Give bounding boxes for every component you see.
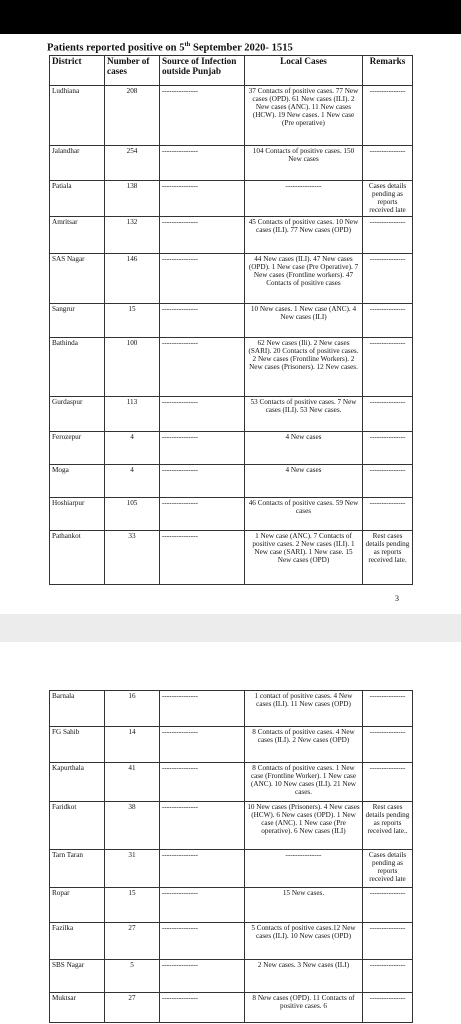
- local-cases-cell: 8 New cases (OPD). 11 Contacts of positive cases. 6: [245, 993, 363, 1023]
- source-cell: ---------------: [160, 217, 245, 254]
- district-cell: Fazilka: [50, 923, 105, 960]
- local-cases-cell: ---------------: [245, 850, 363, 888]
- local-cases-cell: 10 New cases (Prisoners). 4 New cases (HCW). 6 New cases (OPD). 1 New case (ANC). 1 New case (Pre operative). 6 New cases (ILI): [245, 802, 363, 850]
- table-row: [50, 691, 413, 727]
- local-cases-cell: 1 contact of positive cases. 4 New cases (ILI). 11 New cases (OPD): [245, 691, 363, 727]
- remarks-cell: ---------------: [363, 432, 413, 465]
- local-cases-cell: ---------------: [245, 181, 363, 217]
- cases-table-page-1: [49, 55, 413, 585]
- local-cases-cell: 45 Contacts of positive cases. 10 New cases (ILI). 77 New cases (OPD): [245, 217, 363, 254]
- remarks-cell: ---------------: [363, 217, 413, 254]
- local-cases-cell: 8 Contacts of positive cases. 4 New cases (ILI). 2 New cases (OPD): [245, 727, 363, 763]
- table-row: [50, 923, 413, 960]
- district-cell: SAS Nagar: [50, 254, 105, 304]
- table-row: [50, 181, 413, 217]
- cases-cell: 15: [105, 304, 160, 338]
- table-row: [50, 531, 413, 585]
- source-cell: ---------------: [160, 432, 245, 465]
- local-cases-cell: 37 Contacts of positive cases. 77 New cases (OPD). 61 New cases (ILI). 2 New cases (ANC). 11 New cases (HCW). 19 New cases. 1 New case (Pre operative): [245, 86, 363, 146]
- district-cell: Faridkot: [50, 802, 105, 850]
- page-separator: [0, 614, 461, 642]
- source-cell: ---------------: [160, 254, 245, 304]
- cases-cell: 27: [105, 923, 160, 960]
- district-cell: Sangrur: [50, 304, 105, 338]
- cases-cell: 113: [105, 397, 160, 432]
- district-cell: Pathankot: [50, 531, 105, 585]
- table-row: [50, 993, 413, 1023]
- district-cell: Hoshiarpur: [50, 498, 105, 531]
- source-cell: ---------------: [160, 397, 245, 432]
- table-row: [50, 304, 413, 338]
- source-cell: ---------------: [160, 960, 245, 993]
- table-row: [50, 254, 413, 304]
- district-cell: Muktsar: [50, 993, 105, 1023]
- cases-cell: 38: [105, 802, 160, 850]
- remarks-cell: ---------------: [363, 923, 413, 960]
- table-row: [50, 146, 413, 181]
- cases-cell: 208: [105, 86, 160, 146]
- source-cell: ---------------: [160, 338, 245, 397]
- table-row: [50, 802, 413, 850]
- top-status-bar: [0, 0, 461, 34]
- district-cell: Ludhiana: [50, 86, 105, 146]
- document-page-3: [0, 34, 461, 614]
- source-cell: ---------------: [160, 888, 245, 923]
- source-cell: ---------------: [160, 181, 245, 217]
- local-cases-cell: 53 Contacts of positive cases. 7 New cases (ILI). 53 New cases.: [245, 397, 363, 432]
- table-row: [50, 498, 413, 531]
- cases-cell: 33: [105, 531, 160, 585]
- cases-cell: 41: [105, 763, 160, 802]
- cases-cell: 105: [105, 498, 160, 531]
- header-number-of-cases: Number of cases: [105, 56, 160, 86]
- remarks-cell: ---------------: [363, 763, 413, 802]
- district-cell: Tarn Taran: [50, 850, 105, 888]
- remarks-cell: Rest cases details pending as reports received late.: [363, 531, 413, 585]
- district-cell: Gurdaspur: [50, 397, 105, 432]
- table-row: [50, 763, 413, 802]
- source-cell: ---------------: [160, 531, 245, 585]
- source-cell: ---------------: [160, 691, 245, 727]
- district-cell: SBS Nagar: [50, 960, 105, 993]
- district-cell: FG Sahib: [50, 727, 105, 763]
- local-cases-cell: 46 Contacts of positive cases. 59 New cases: [245, 498, 363, 531]
- source-cell: ---------------: [160, 923, 245, 960]
- district-cell: Patiala: [50, 181, 105, 217]
- report-title: Patients reported positive on 5th September 2020- 1515: [47, 41, 293, 54]
- remarks-cell: Cases details pending as reports received late: [363, 181, 413, 217]
- remarks-cell: ---------------: [363, 338, 413, 397]
- source-cell: ---------------: [160, 993, 245, 1023]
- table-row: [50, 850, 413, 888]
- district-cell: Ferozepur: [50, 432, 105, 465]
- remarks-cell: ---------------: [363, 146, 413, 181]
- cases-cell: 5: [105, 960, 160, 993]
- cases-cell: 15: [105, 888, 160, 923]
- remarks-cell: ---------------: [363, 86, 413, 146]
- table-row: [50, 888, 413, 923]
- table-row: [50, 86, 413, 146]
- header-district: District: [50, 56, 105, 86]
- table-row: [50, 338, 413, 397]
- local-cases-cell: 4 New cases: [245, 432, 363, 465]
- cases-cell: 138: [105, 181, 160, 217]
- local-cases-cell: 5 Contacts of positive cases.12 New cases (ILI). 10 New cases (OPD): [245, 923, 363, 960]
- remarks-cell: ---------------: [363, 727, 413, 763]
- table-row: [50, 397, 413, 432]
- source-cell: ---------------: [160, 465, 245, 498]
- cases-cell: 100: [105, 338, 160, 397]
- source-cell: ---------------: [160, 146, 245, 181]
- source-cell: ---------------: [160, 850, 245, 888]
- cases-cell: 254: [105, 146, 160, 181]
- document-page-4: [0, 642, 461, 1024]
- district-cell: Jalandhar: [50, 146, 105, 181]
- remarks-cell: ---------------: [363, 465, 413, 498]
- page-number: 3: [395, 594, 399, 603]
- source-cell: ---------------: [160, 802, 245, 850]
- district-cell: Barnala: [50, 691, 105, 727]
- local-cases-cell: 4 New cases: [245, 465, 363, 498]
- local-cases-cell: 104 Contacts of positive cases. 150 New cases: [245, 146, 363, 181]
- cases-table-page-2: [49, 690, 413, 1023]
- table-row: [50, 465, 413, 498]
- table-row: [50, 727, 413, 763]
- district-cell: Ropar: [50, 888, 105, 923]
- district-cell: Bathinda: [50, 338, 105, 397]
- cases-cell: 4: [105, 465, 160, 498]
- local-cases-cell: 62 New cases (Ili). 2 New cases (SARI). 20 Contacts of positive cases. 2 New cases (Frontline Workers). 2 New cases (Prisoners). 12 New cases.: [245, 338, 363, 397]
- source-cell: ---------------: [160, 86, 245, 146]
- cases-cell: 146: [105, 254, 160, 304]
- district-cell: Moga: [50, 465, 105, 498]
- remarks-cell: ---------------: [363, 993, 413, 1023]
- remarks-cell: ---------------: [363, 254, 413, 304]
- cases-cell: 14: [105, 727, 160, 763]
- local-cases-cell: 8 Contacts of positive cases. 1 New case (Frontline Worker). 1 New case (ANC). 10 New cases (ILI). 21 New cases.: [245, 763, 363, 802]
- header-local-cases: Local Cases: [245, 56, 363, 86]
- district-cell: Amritsar: [50, 217, 105, 254]
- table-row: [50, 432, 413, 465]
- cases-cell: 4: [105, 432, 160, 465]
- header-remarks: Remarks: [363, 56, 413, 86]
- remarks-cell: ---------------: [363, 888, 413, 923]
- source-cell: ---------------: [160, 763, 245, 802]
- local-cases-cell: 2 New cases. 3 New cases (ILI): [245, 960, 363, 993]
- remarks-cell: ---------------: [363, 498, 413, 531]
- header-source: Source of Infection outside Punjab: [160, 56, 245, 86]
- district-cell: Kapurthala: [50, 763, 105, 802]
- table-header-row: [50, 56, 413, 86]
- remarks-cell: ---------------: [363, 960, 413, 993]
- table-row: [50, 217, 413, 254]
- remarks-cell: ---------------: [363, 691, 413, 727]
- remarks-cell: ---------------: [363, 397, 413, 432]
- source-cell: ---------------: [160, 727, 245, 763]
- cases-cell: 27: [105, 993, 160, 1023]
- local-cases-cell: 1 New case (ANC). 7 Contacts of positive cases. 2 New cases (ILI). 1 New case (SARI). 1 New case. 15 New cases (OPD): [245, 531, 363, 585]
- remarks-cell: Rest cases details pending as reports received late..: [363, 802, 413, 850]
- remarks-cell: Cases details pending as reports received late: [363, 850, 413, 888]
- local-cases-cell: 10 New cases. 1 New case (ANC). 4 New cases (ILI): [245, 304, 363, 338]
- cases-cell: 31: [105, 850, 160, 888]
- cases-cell: 16: [105, 691, 160, 727]
- remarks-cell: ---------------: [363, 304, 413, 338]
- cases-cell: 132: [105, 217, 160, 254]
- source-cell: ---------------: [160, 304, 245, 338]
- table-row: [50, 960, 413, 993]
- local-cases-cell: 15 New cases.: [245, 888, 363, 923]
- source-cell: ---------------: [160, 498, 245, 531]
- local-cases-cell: 44 New cases (ILI). 47 New cases (OPD). 1 New case (Pre Operative). 7 New cases (Frontline workers). 47 Contacts of positive cases: [245, 254, 363, 304]
